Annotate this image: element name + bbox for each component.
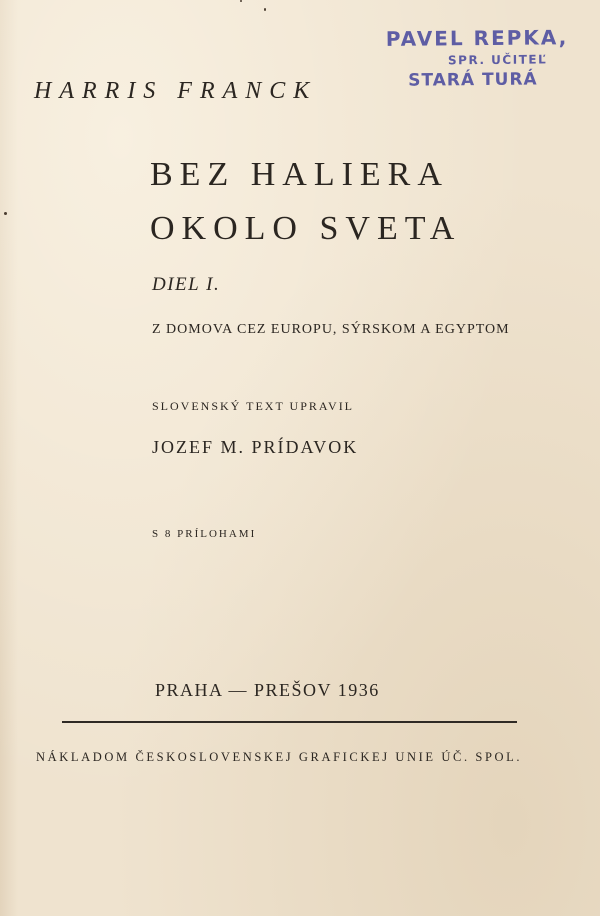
paper-speck xyxy=(240,0,242,2)
supplements-note: S 8 PRÍLOHAMI xyxy=(152,528,257,540)
paper-speck xyxy=(4,212,7,215)
imprint-place-year: PRAHA — PREŠOV 1936 xyxy=(155,680,380,700)
stamp-owner-title: SPR. UČITEĽ xyxy=(447,52,548,68)
publisher-line: NÁKLADOM ČESKOSLOVENSKEJ GRAFICKEJ UNIE ÚČ. SPOL. xyxy=(36,750,523,764)
editor-label: SLOVENSKÝ TEXT UPRAVIL xyxy=(152,399,355,413)
author-name: HARRIS FRANCK xyxy=(34,78,318,104)
volume-label: DIEL I. xyxy=(152,274,221,295)
stamp-owner-town: STARÁ TURÁ xyxy=(408,69,538,91)
owner-stamp xyxy=(380,21,591,97)
editor-name: JOZEF M. PRÍDAVOK xyxy=(152,437,359,457)
book-title-line-1: BEZ HALIERA xyxy=(150,156,449,193)
paper-speck xyxy=(264,8,266,11)
divider-rule xyxy=(62,721,517,723)
stamp-owner-name: PAVEL REPKA, xyxy=(385,25,569,51)
book-title-line-2: OKOLO SVETA xyxy=(150,210,462,247)
book-subtitle: Z DOMOVA CEZ EUROPU, SÝRSKOM A EGYPTOM xyxy=(152,322,510,337)
